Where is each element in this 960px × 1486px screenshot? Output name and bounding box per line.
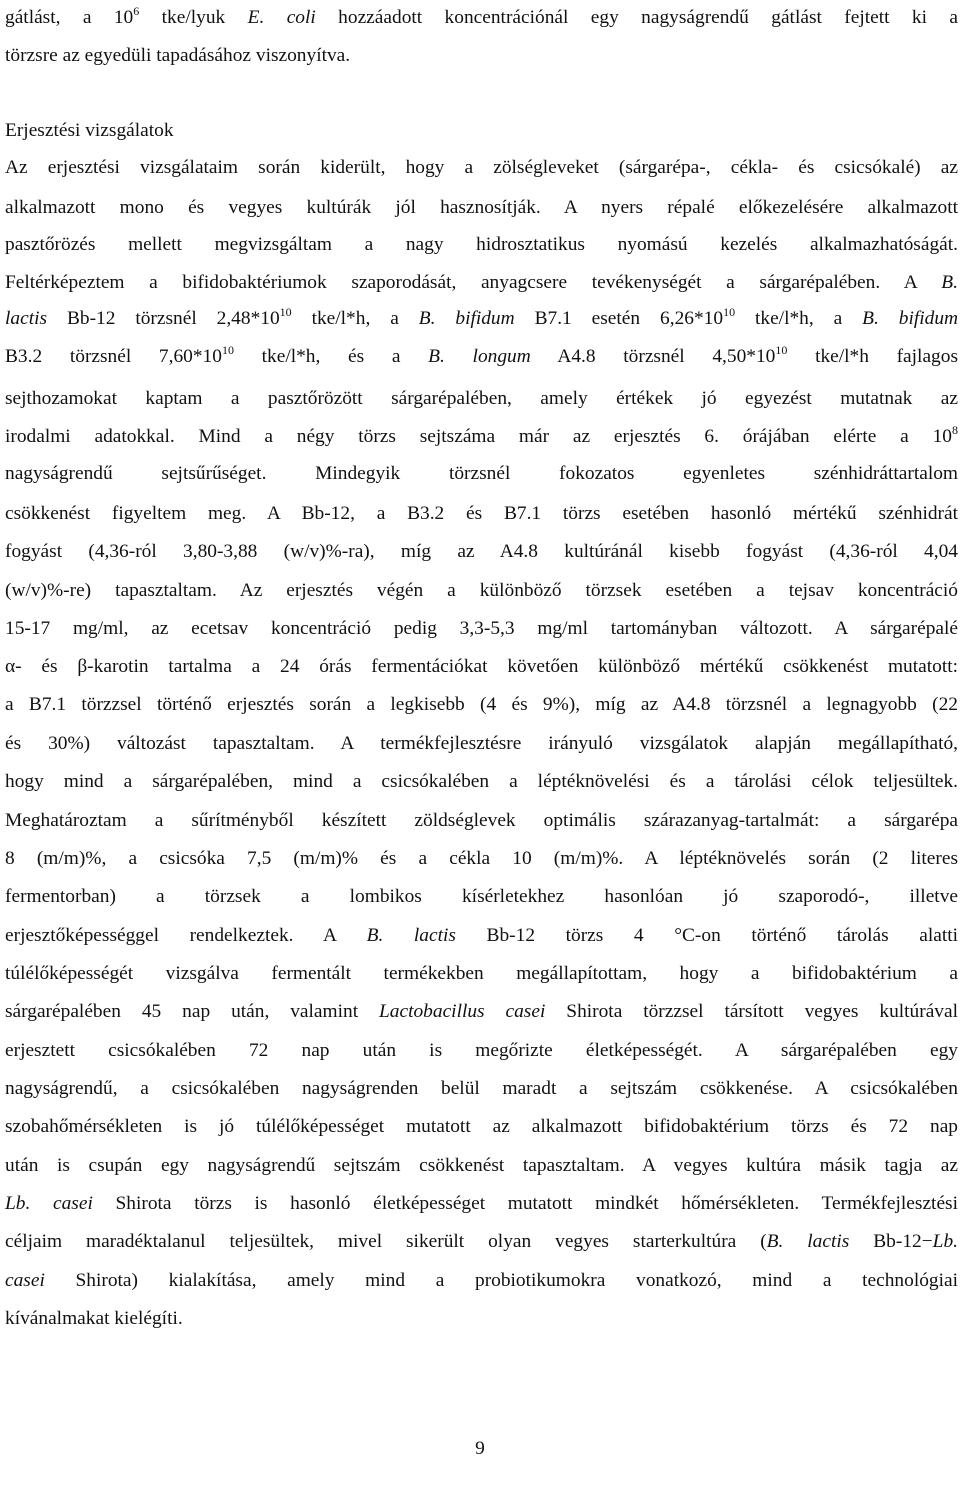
superscript: 10 bbox=[775, 343, 788, 357]
superscript: 10 bbox=[221, 343, 234, 357]
superscript: 6 bbox=[133, 4, 140, 18]
text-run: 15-17 mg/ml, az ecetsav koncentráció pedig 3,3-5,3 mg/ml tartományban változott. A sárgarépalé bbox=[5, 618, 958, 639]
text-line bbox=[5, 43, 958, 69]
text-run: alkalmazott mono és vegyes kultúrák jól hasznosítják. A nyers répalé előkezelésére alkalmazott bbox=[5, 197, 958, 218]
text-line bbox=[5, 270, 958, 296]
text-run: Shirota törzzsel társított vegyes kultúrával bbox=[545, 1001, 958, 1022]
species-name: lactis bbox=[5, 308, 48, 329]
text-line bbox=[5, 731, 958, 757]
text-line bbox=[5, 1268, 958, 1294]
text-line bbox=[5, 1306, 958, 1332]
superscript: 10 bbox=[723, 305, 736, 319]
text-run: Bb-12 törzs 4 °C-on történő tárolás alatti bbox=[455, 925, 958, 946]
text-line bbox=[5, 1191, 958, 1217]
text-run: céljaim maradéktalanul teljesültek, mivel sikerült olyan vegyes starterkultúra ( bbox=[5, 1231, 767, 1252]
text-run: B7.1 esetén 6,26*10 bbox=[514, 308, 724, 329]
text-run: Shirota) kialakítása, amely mind a probiotikumokra vonatkozó, mind a technológiai bbox=[44, 1270, 958, 1291]
text-run: nagyságrendű sejtsűrűséget. Mindegyik törzsnél fokozatos egyenletes szénhidráttartalom bbox=[5, 463, 958, 484]
text-line bbox=[5, 539, 958, 565]
text-line bbox=[5, 386, 958, 412]
text-run: B3.2 törzsnél 7,60*10 bbox=[5, 346, 222, 367]
text-run: Meghatároztam a sűrítményből készített zöldséglevek optimális szárazanyag-tartalmát: a sárgarépa bbox=[5, 810, 958, 831]
species-name: B. lactis bbox=[366, 925, 456, 946]
text-line bbox=[5, 232, 958, 258]
superscript: 8 bbox=[952, 423, 958, 437]
text-run: túlélőképességét vizsgálva fermentált termékekben megállapítottam, hogy a bifidobaktérium a bbox=[5, 963, 958, 984]
text-run: erjesztett csicsókalében 72 nap után is megőrizte életképességét. A sárgarépalében egy bbox=[5, 1040, 958, 1061]
text-line bbox=[5, 306, 958, 332]
text-run: Bb-12 törzsnél 2,48*10 bbox=[47, 308, 280, 329]
text-line bbox=[5, 578, 958, 604]
text-run: irodalmi adatokkal. Mind a négy törzs sejtszáma már az erjesztés 6. órájában elérte a 10 bbox=[5, 426, 952, 447]
superscript: 10 bbox=[279, 305, 292, 319]
section-heading: Erjesztési vizsgálatok bbox=[5, 120, 174, 141]
text-run: után is csupán egy nagyságrendű sejtszám csökkenést tapasztaltam. A vegyes kultúra másik tagja az bbox=[5, 1155, 958, 1176]
text-run: csökkenést figyeltem meg. A Bb-12, a B3.2 és B7.1 törzs esetében hasonló mértékű szénhidrát bbox=[5, 503, 958, 524]
text-run: erjesztőképességgel rendelkeztek. A bbox=[5, 925, 367, 946]
text-run: tke/l*h, és a bbox=[233, 346, 429, 367]
text-run: Shirota törzs is hasonló életképességet mutatott mindkét hőmérsékleten. Termékfejlesztési bbox=[92, 1193, 958, 1214]
text-line bbox=[5, 769, 958, 795]
text-run: sárgarépalében 45 nap után, valamint bbox=[5, 1001, 380, 1022]
text-line bbox=[5, 692, 958, 718]
text-line bbox=[5, 923, 958, 949]
text-line bbox=[5, 424, 958, 450]
text-line bbox=[5, 999, 958, 1025]
text-run: hozzáadott koncentrációnál egy nagyságrendű gátlást fejtett ki a bbox=[315, 7, 958, 28]
text-run: 8 (m/m)%, a csicsóka 7,5 (m/m)% és a cékla 10 (m/m)%. A léptéknövelés során (2 literes bbox=[5, 848, 958, 869]
text-run: α- és β-karotin tartalma a 24 órás fermentációkat követően különböző mértékű csökkenést mutatott: bbox=[5, 656, 958, 677]
text-line bbox=[5, 1076, 958, 1102]
text-run: Feltérképeztem a bifidobaktériumok szaporodását, anyagcsere tevékenységét a sárgarépalében. A bbox=[5, 272, 942, 293]
text-line bbox=[5, 961, 958, 987]
text-line bbox=[5, 884, 958, 910]
text-run: gátlást, a 10 bbox=[5, 7, 134, 28]
text-line bbox=[5, 808, 958, 834]
text-line bbox=[5, 1114, 958, 1140]
text-line bbox=[5, 654, 958, 680]
text-line bbox=[5, 1038, 958, 1064]
text-run: törzsre az egyedüli tapadásához viszonyítva. bbox=[5, 45, 351, 66]
text-line bbox=[5, 1229, 958, 1255]
species-name: B. longum bbox=[428, 346, 531, 367]
page-number: 9 bbox=[475, 1438, 485, 1459]
text-run: tke/lyuk bbox=[139, 7, 248, 28]
species-name: casei bbox=[5, 1270, 45, 1291]
species-name: B. bifidum bbox=[418, 308, 515, 329]
text-run: szobahőmérsékleten is jó túlélőképességet mutatott az alkalmazott bifidobaktérium törzs és 72 nap bbox=[5, 1116, 958, 1137]
text-run: A4.8 törzsnél 4,50*10 bbox=[530, 346, 776, 367]
text-line bbox=[5, 344, 958, 370]
species-name: Lactobacillus casei bbox=[379, 1001, 546, 1022]
text-run: Az erjesztési vizsgálataim során kiderült, hogy a zölségleveket (sárgarépa-, cékla- és csicsókalé) az bbox=[5, 157, 958, 178]
text-line bbox=[5, 195, 958, 221]
text-run: pasztőrözés mellett megvizsgáltam a nagy hidrosztatikus nyomású kezelés alkalmazhatóságát. bbox=[5, 234, 958, 255]
text-run: tke/l*h, a bbox=[291, 308, 419, 329]
species-name: B. bbox=[941, 272, 958, 293]
text-line bbox=[5, 501, 958, 527]
text-line bbox=[5, 846, 958, 872]
text-run: (w/v)%-re) tapasztaltam. Az erjesztés végén a különböző törzsek esetében a tejsav koncentráció bbox=[5, 580, 958, 601]
text-run: kívánalmakat kielégíti. bbox=[5, 1308, 183, 1329]
text-run: és 30%) változást tapasztaltam. A termékfejlesztésre irányuló vizsgálatok alapján megállapítható, bbox=[5, 733, 958, 754]
species-name: Lb. bbox=[932, 1231, 958, 1252]
text-run: tke/l*h, a bbox=[735, 308, 863, 329]
species-name: Lb. casei bbox=[5, 1193, 93, 1214]
text-run: fermentorban) a törzsek a lombikos kísérletekhez hasonlóan jó szaporodó-, illetve bbox=[5, 886, 958, 907]
text-run: sejthozamokat kaptam a pasztőrözött sárgarépalében, amely értékek jó egyezést mutatnak az bbox=[5, 388, 958, 409]
text-run: fogyást (4,36-ról 3,80-3,88 (w/v)%-ra), míg az A4.8 kultúránál kisebb fogyást (4,36-ról 4,04 bbox=[5, 541, 958, 562]
text-run: hogy mind a sárgarépalében, mind a csicsókalében a léptéknövelési és a tárolási célok teljesültek. bbox=[5, 771, 958, 792]
text-line bbox=[5, 155, 958, 181]
text-line bbox=[5, 616, 958, 642]
text-line bbox=[5, 1153, 958, 1179]
text-line bbox=[5, 461, 958, 487]
text-run: Bb-12− bbox=[849, 1231, 933, 1252]
text-run: nagyságrendű, a csicsókalében nagyságrenden belül maradt a sejtszám csökkenése. A csicsókalében bbox=[5, 1078, 958, 1099]
species-name: B. lactis bbox=[766, 1231, 850, 1252]
text-run: a B7.1 törzzsel történő erjesztés során a legkisebb (4 és 9%), míg az A4.8 törzsnél a legnagyobb (22 bbox=[5, 694, 958, 715]
species-name: E. coli bbox=[247, 7, 316, 28]
text-run: tke/l*h fajlagos bbox=[787, 346, 958, 367]
species-name: B. bifidum bbox=[862, 308, 959, 329]
text-line bbox=[5, 5, 958, 31]
